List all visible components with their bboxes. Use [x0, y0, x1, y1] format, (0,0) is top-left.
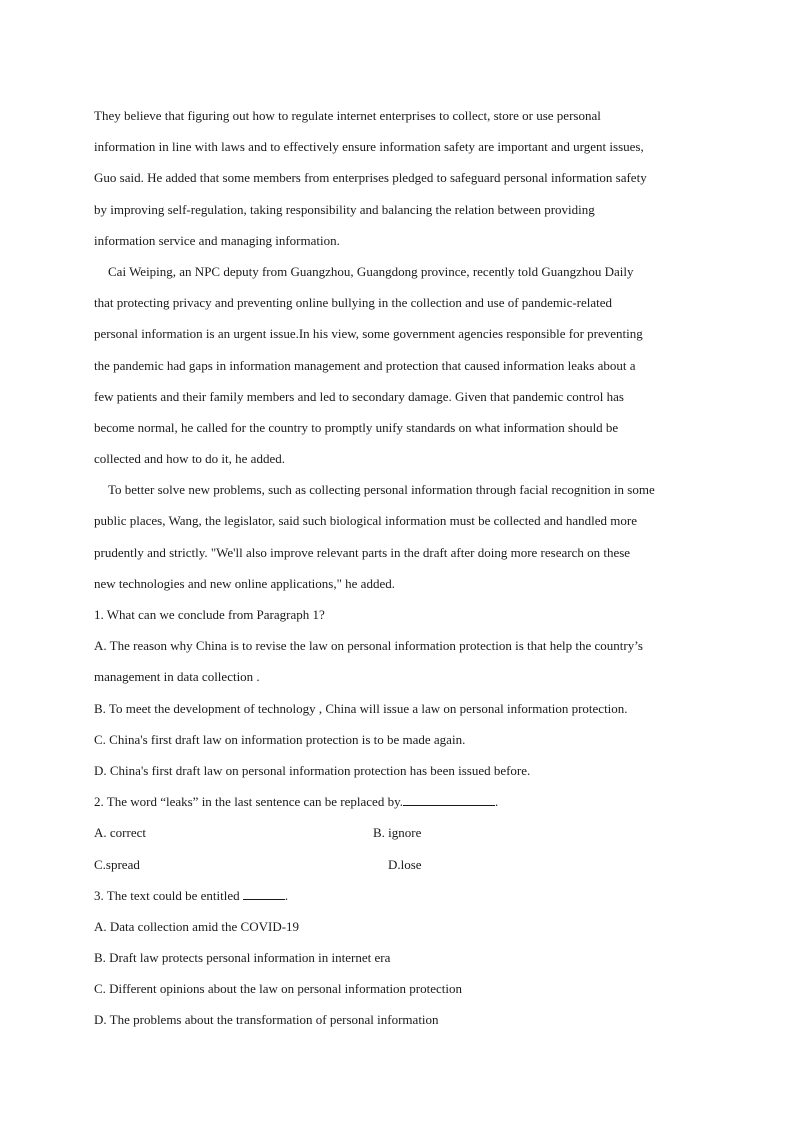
text-line: public places, Wang, the legislator, said such biological information must be collected and handled more	[94, 513, 637, 529]
option-a: A. correct	[94, 825, 146, 841]
text-line: They believe that figuring out how to regulate internet enterprises to collect, store or use personal	[94, 108, 601, 123]
option-c: C. China's first draft law on information protection is to be made again.	[94, 731, 466, 747]
text-line: prudently and strictly. "We'll also improve relevant parts in the draft after doing more research on these	[94, 544, 631, 560]
text-line: information in line with laws and to effectively ensure information safety are important and urgent issues,	[94, 139, 644, 155]
paragraph-2	[94, 256, 706, 474]
text-line: that protecting privacy and preventing online bullying in the collection and use of pandemic-related	[94, 295, 613, 311]
text-line: the pandemic had gaps in information management and protection that caused information leaks about a	[94, 357, 636, 373]
option-b: B. To meet the development of technology , China will issue a law on personal information protection.	[94, 700, 628, 716]
text-line: To better solve new problems, such as collecting personal information through facial recognition in some	[108, 482, 655, 498]
option-row	[94, 849, 706, 880]
text-line: information service and managing information.	[94, 232, 340, 248]
question-stem: 3. The text could be entitled .	[94, 880, 706, 911]
question-stem: 1. What can we conclude from Paragraph 1?	[94, 607, 325, 622]
text-line: few patients and their family members and led to secondary damage. Given that pandemic control has	[94, 388, 624, 404]
text-line: new technologies and new online applications," he added.	[94, 575, 395, 591]
option-d: D. The problems about the transformation of personal information	[94, 1012, 439, 1028]
option-c: C.spread	[94, 856, 140, 872]
question-2	[94, 786, 706, 880]
text-line: by improving self-regulation, taking responsibility and balancing the relation between providing	[94, 201, 595, 217]
text-line: collected and how to do it, he added.	[94, 451, 285, 467]
text-line: become normal, he called for the country to promptly unify standards on what information should be	[94, 419, 619, 435]
option-c: C. Different opinions about the law on personal information protection	[94, 981, 463, 997]
text-line: Guo said. He added that some members from enterprises pledged to safeguard personal information safety	[94, 170, 647, 186]
text-line: personal information is an urgent issue.In his view, some government agencies responsible for preventing	[94, 326, 643, 342]
question-3	[94, 880, 706, 1036]
option-row	[94, 817, 706, 848]
question-stem: 2. The word “leaks” in the last sentence can be replaced by. .	[94, 786, 706, 817]
answer-blank	[403, 790, 495, 806]
option-d: D. China's first draft law on personal information protection has been issued before.	[94, 762, 531, 778]
paragraph-1	[94, 100, 706, 256]
paragraph-3	[94, 474, 706, 599]
question-1	[94, 599, 706, 786]
option-a: A. The reason why China is to revise the law on personal information protection is that help the country’s	[94, 638, 643, 654]
option-a-continued: management in data collection .	[94, 669, 260, 685]
text-line: Cai Weiping, an NPC deputy from Guangzhou, Guangdong province, recently told Guangzhou Daily	[108, 263, 634, 279]
answer-blank	[243, 884, 285, 900]
option-a: A. Data collection amid the COVID-19	[94, 918, 300, 934]
document-page	[94, 100, 706, 1036]
option-b: B. ignore	[373, 825, 422, 841]
option-d: D.lose	[388, 856, 422, 872]
option-b: B. Draft law protects personal information in internet era	[94, 950, 391, 966]
